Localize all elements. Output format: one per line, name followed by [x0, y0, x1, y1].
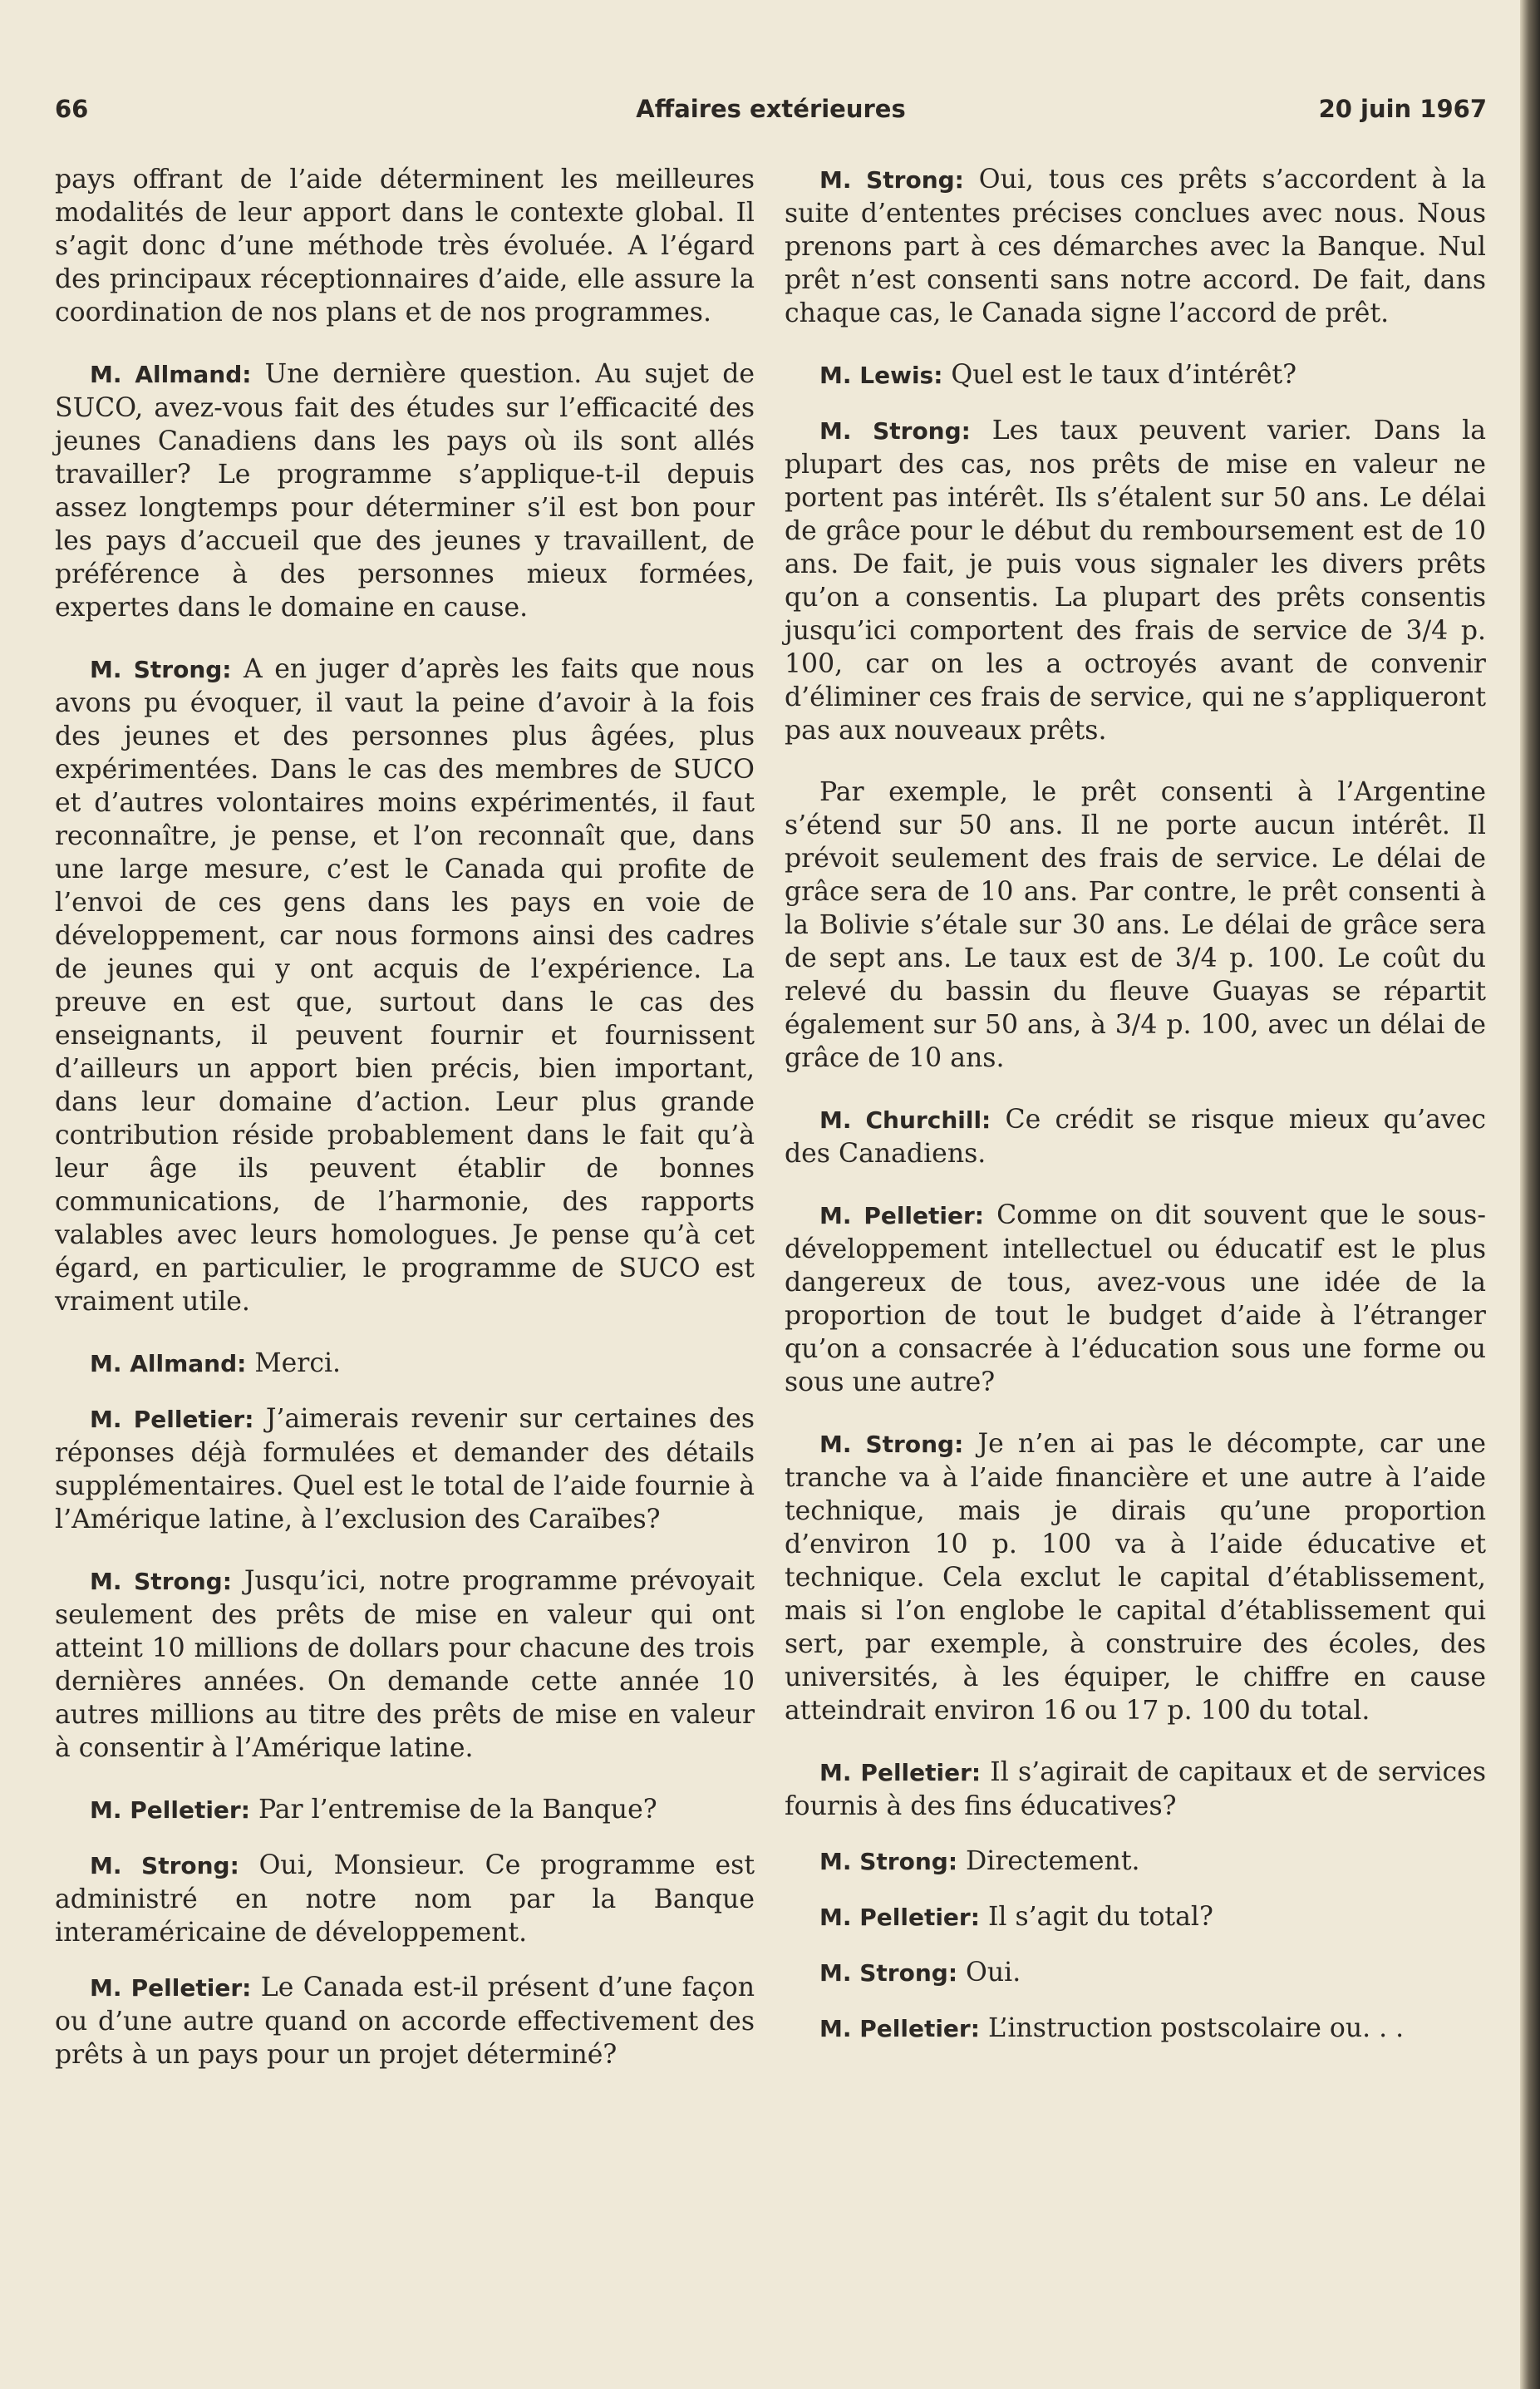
speaker-name: M. Lewis: — [819, 362, 943, 389]
paragraph — [55, 1849, 755, 1949]
paragraph — [785, 1845, 1486, 1879]
paragraph — [55, 1971, 755, 2071]
speaker-name: M. Churchill: — [819, 1106, 991, 1134]
paragraph-text: A en juger d’après les faits que nous avons pu évoquer, il vaut la peine d’avoir à la fois des jeunes et des personnes plus âgées, plus expérimentées. Dans le cas des membres de SUCO et d’autres volontaires moins expérimentés, il faut reconnaître, je pense, et l’on reconnaît que, dans une large mesure, c’est le Canada qui profite de l’envoi de ces gens dans les pays en voie de développement, car nous formons ainsi des cadres de jeunes qui y ont acquis de l’expérience. La preuve en est que, surtout dans le cas des enseignants, il peuvent fournir et fournissent d’ailleurs un apport bien précis, bien important, dans leur domaine d’action. Leur plus grande contribution réside probablement dans le fait qu’à leur âge ils peuvent établir de bonnes communications, de l’harmonie, des rapports valables avec leurs homologues. Je pense qu’à cet égard, en particulier, le programme de SUCO est vraiment utile. — [55, 654, 755, 1317]
paragraph — [785, 1427, 1486, 1727]
paragraph-text: J’aimerais revenir sur certaines des réponses déjà formulées et demander des détails supplémentaires. Quel est le total de l’aide fournie à l’Amérique latine, à l’exclusion des Caraïbes? — [55, 1404, 755, 1534]
speaker-name: M. Strong: — [819, 417, 971, 445]
right-column — [785, 163, 1486, 2067]
paragraph-text: Le Canada est-il présent d’une façon ou d’une autre quand on accorde effectivement des prêts à un pays pour un projet déterminé? — [55, 1973, 755, 2070]
speaker-name: M. Strong: — [819, 166, 964, 194]
speaker-name: M. Pelletier: — [819, 1759, 982, 1786]
paragraph-text: Comme on dit souvent que le sous-développement intellectuel ou éducatif est le plus dangereux de tous, avez-vous une idée de la proportion de tout le budget d’aide à l’étranger qu’on a consacrée à l’éducation sous une forme ou sous une autre? — [785, 1200, 1486, 1397]
publication-title: Affaires extérieures — [636, 95, 906, 123]
page-number: 66 — [55, 95, 89, 123]
paragraph — [785, 358, 1486, 392]
paragraph — [55, 1564, 755, 1765]
paragraph — [785, 1756, 1486, 1823]
speaker-name: M. Pelletier: — [90, 1796, 250, 1824]
speaker-name: M. Pelletier: — [90, 1406, 254, 1433]
paragraph — [785, 1956, 1486, 1990]
paragraph-text: Directement. — [957, 1846, 1140, 1876]
paragraph — [785, 1103, 1486, 1170]
paragraph — [55, 1347, 755, 1381]
paragraph — [55, 163, 755, 329]
paragraph-text: L’instruction postscolaire ou. . . — [979, 2013, 1405, 2043]
speaker-name: M. Pelletier: — [819, 1202, 984, 1229]
paragraph-text: Il s’agit du total? — [979, 1902, 1213, 1932]
paragraph — [785, 1199, 1486, 1399]
paragraph-text: Merci. — [246, 1348, 342, 1378]
paragraph — [785, 776, 1486, 1075]
paragraph-text: Par l’entremise de la Banque? — [249, 1795, 657, 1825]
book-binding-edge — [1520, 0, 1540, 2389]
paragraph-text: Oui, tous ces prêts s’accordent à la suite d’ententes précises conclues avec nous. Nous prenons part à ces démarches avec la Banque. Nul prêt n’est consenti sans notre accord. De fait, dans chaque cas, le Canada signe l’accord de prêt. — [785, 165, 1486, 328]
paragraph — [55, 357, 755, 624]
speaker-name: M. Strong: — [819, 1431, 964, 1458]
paragraph-text: Oui, Monsieur. Ce programme est administré en notre nom par la Banque interaméricaine de développement. — [55, 1850, 755, 1948]
paragraph-text: Oui. — [957, 1958, 1021, 1988]
issue-date: 20 juin 1967 — [1318, 95, 1487, 123]
speaker-name: M. Allmand: — [90, 1350, 247, 1377]
paragraph — [785, 2012, 1486, 2046]
paragraph-text: Quel est le taux d’intérêt? — [942, 360, 1297, 390]
paragraph-text: Les taux peuvent varier. Dans la plupart des cas, nos prêts de mise en valeur ne portent pas intérêt. Ils s’étalent sur 50 ans. Le délai de grâce pour le début du remboursement est de 10 ans. De fait, je puis vous signaler les divers prêts qu’on a consentis. La plupart des prêts consentis jusqu’ici comportent des frais de service de 3/4 p. 100, car on les a octroyés avant de convenir d’éliminer ces frais de service, qui ne s’appliqueront pas aux nouveaux prêts. — [785, 416, 1486, 746]
paragraph-text: pays offrant de l’aide déterminent les meilleures modalités de leur apport dans le contexte global. Il s’agit donc d’une méthode très évoluée. A l’égard des principaux réceptionnaires d’aide, elle assure la coordination de nos plans et de nos programmes. — [55, 165, 755, 328]
speaker-name: M. Strong: — [90, 1568, 232, 1595]
paragraph — [55, 1402, 755, 1536]
speaker-name: M. Strong: — [819, 1959, 958, 1987]
speaker-name: M. Strong: — [819, 1848, 958, 1875]
left-column — [55, 163, 755, 2100]
paragraph-text: Ce crédit se risque mieux qu’avec des Canadiens. — [785, 1105, 1486, 1169]
paragraph-text: Il s’agirait de capitaux et de services fournis à des fins éducatives? — [785, 1757, 1486, 1821]
speaker-name: M. Allmand: — [90, 361, 252, 388]
paragraph — [785, 163, 1486, 330]
speaker-name: M. Strong: — [90, 1852, 239, 1879]
page-header — [55, 95, 1487, 135]
paragraph — [785, 414, 1486, 747]
paragraph — [55, 1793, 755, 1827]
speaker-name: M. Pelletier: — [819, 1904, 980, 1931]
speaker-name: M. Strong: — [90, 656, 232, 683]
speaker-name: M. Pelletier: — [90, 1974, 252, 2002]
paragraph — [785, 1900, 1486, 1934]
paragraph-text: Je n’en ai pas le décompte, car une tranche va à l’aide financière et une autre à l’aide technique, mais je dirais qu’une proportion d’environ 10 p. 100 va à l’aide éducative et technique. Cela exclut le capital d’établissement, mais si l’on englobe le capital d’établissement qui sert, par exemple, à construire des écoles, des universités, à les équiper, le chiffre en cause atteindrait environ 16 ou 17 p. 100 du total. — [785, 1429, 1486, 1726]
speaker-name: M. Pelletier: — [819, 2015, 980, 2042]
paragraph-text: Jusqu’ici, notre programme prévoyait seulement des prêts de mise en valeur qui ont atteint 10 millions de dollars pour chacune des trois dernières années. On demande cette année 10 autres millions au titre des prêts de mise en valeur à consentir à l’Amérique latine. — [55, 1566, 755, 1763]
paragraph-text: Par exemple, le prêt consenti à l’Argentine s’étend sur 50 ans. Il ne porte aucun intérêt. Il prévoit seulement des frais de service. Le délai de grâce sera de 10 ans. Par contre, le prêt consenti à la Bolivie s’étale sur 30 ans. Le délai de grâce sera de sept ans. Le taux est de 3/4 p. 100. Le coût du relevé du bassin du fleuve Guayas se répartit également sur 50 ans, à 3/4 p. 100, avec un délai de grâce de 10 ans. — [785, 777, 1486, 1073]
paragraph-text: Une dernière question. Au sujet de SUCO, avez-vous fait des études sur l’efficacité des jeunes Canadiens dans les pays où ils sont allés travailler? Le programme s’applique-t-il depuis assez longtemps pour déterminer s’il est bon pour les pays d’accueil que des jeunes y travaillent, de préférence à des personnes mieux formées, expertes dans le domaine en cause. — [55, 359, 755, 623]
paragraph — [55, 653, 755, 1318]
